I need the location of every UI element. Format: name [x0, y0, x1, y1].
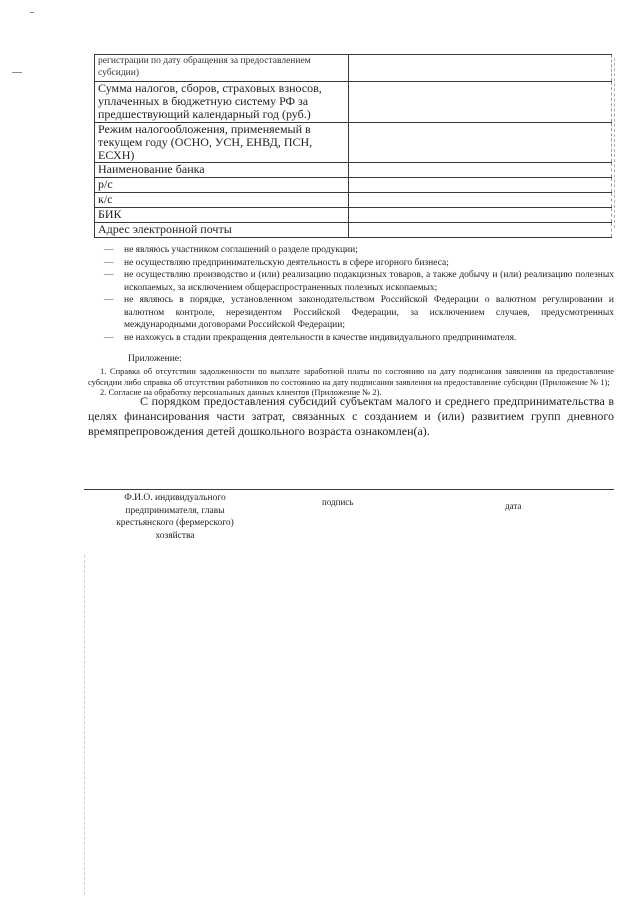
table-row	[95, 208, 612, 223]
table-row	[95, 223, 612, 238]
table-row	[95, 178, 612, 193]
row-value[interactable]	[349, 223, 612, 238]
list-item	[104, 294, 614, 332]
dash-marker: —	[104, 270, 114, 280]
list-item-text: не являюсь участником соглашений о разделе продукции;	[124, 245, 358, 255]
table-row	[95, 82, 612, 123]
scan-artifact	[614, 58, 615, 228]
row-label: к/с	[95, 193, 349, 208]
row-value[interactable]	[349, 178, 612, 193]
row-value[interactable]	[349, 163, 612, 178]
declarations-list	[104, 244, 614, 344]
scan-artifact	[84, 555, 85, 895]
table-row	[95, 55, 612, 82]
attachments-title: Приложение:	[128, 354, 182, 364]
applicant-details-table	[94, 54, 612, 238]
signature-line	[84, 489, 614, 490]
row-label: р/с	[95, 178, 349, 193]
dash-marker: —	[104, 332, 114, 343]
list-item-text: не осуществляю предпринимательскую деятельность в сфере игорного бизнеса;	[124, 257, 449, 268]
table-row	[95, 123, 612, 163]
row-label: регистрации по дату обращения за предоставлением субсидии)	[95, 55, 349, 82]
row-value[interactable]	[349, 82, 612, 123]
acknowledgement-statement: С порядком предоставления субсидий субъектам малого и среднего предпринимательства в целях финансирования части затрат, связанных с созданием и (или) развитием групп дневного времяпрепровождения детей дошкольного возраста ознакомлен(а).	[88, 394, 614, 438]
table-row	[95, 163, 612, 178]
dash-marker: —	[104, 257, 114, 268]
row-value[interactable]	[349, 193, 612, 208]
list-item-text: не осуществляю производство и (или) реализацию подакцизных товаров, а также добычу и (или) реализацию полезных ископаемых, за исключением общераспространенных полезных ископаемых;	[124, 270, 614, 293]
row-label: Сумма налогов, сборов, страховых взносов, уплаченных в бюджетную систему РФ за предшествующий календарный год (руб.)	[95, 82, 349, 123]
scan-artifact	[30, 12, 34, 13]
row-value[interactable]	[349, 208, 612, 223]
list-item	[104, 332, 614, 345]
row-label: Режим налогообложения, применяемый в текущем году (ОСНО, УСН, ЕНВД, ПСН, ЕСХН)	[95, 123, 349, 163]
table-row	[95, 193, 612, 208]
list-item-text: не нахожусь в стадии прекращения деятельности в качестве индивидуального предпринимателя.	[124, 332, 517, 343]
list-item	[104, 257, 614, 270]
list-item: 2. Согласие на обработку персональных данных клиентов (Приложение № 2).	[100, 387, 382, 397]
attachments-list	[88, 366, 614, 398]
dash-marker: —	[104, 245, 114, 255]
scan-artifact	[12, 72, 22, 73]
list-item-text: не являюсь в порядке, установленном законодательством Российской Федерации о валютном регулировании и валютном контроле, нерезидентом Российской Федерации, за исключением случаев, предусмотренных международными договорами Российской Федерации;	[124, 295, 614, 330]
row-label: Наименование банка	[95, 163, 349, 178]
list-item	[104, 269, 614, 294]
signature-label: подпись	[322, 497, 354, 507]
list-item	[104, 244, 614, 257]
dash-marker: —	[104, 295, 114, 305]
date-label: дата	[505, 501, 522, 511]
row-label: БИК	[95, 208, 349, 223]
signature-fio-label: Ф.И.О. индивидуального предпринимателя, главы крестьянского (фермерского) хозяйства	[116, 493, 234, 541]
row-value[interactable]	[349, 55, 612, 82]
list-item: 1. Справка об отсутствии задолженности по выплате заработной платы по состоянию на дату подписания заявления на предоставление субсидии либо справка об отсутствии работников по состоянию на дату подписания заявления на предоставление субсидии (Приложение № 1);	[88, 366, 614, 387]
row-label: Адрес электронной почты	[95, 223, 349, 238]
row-value[interactable]	[349, 123, 612, 163]
